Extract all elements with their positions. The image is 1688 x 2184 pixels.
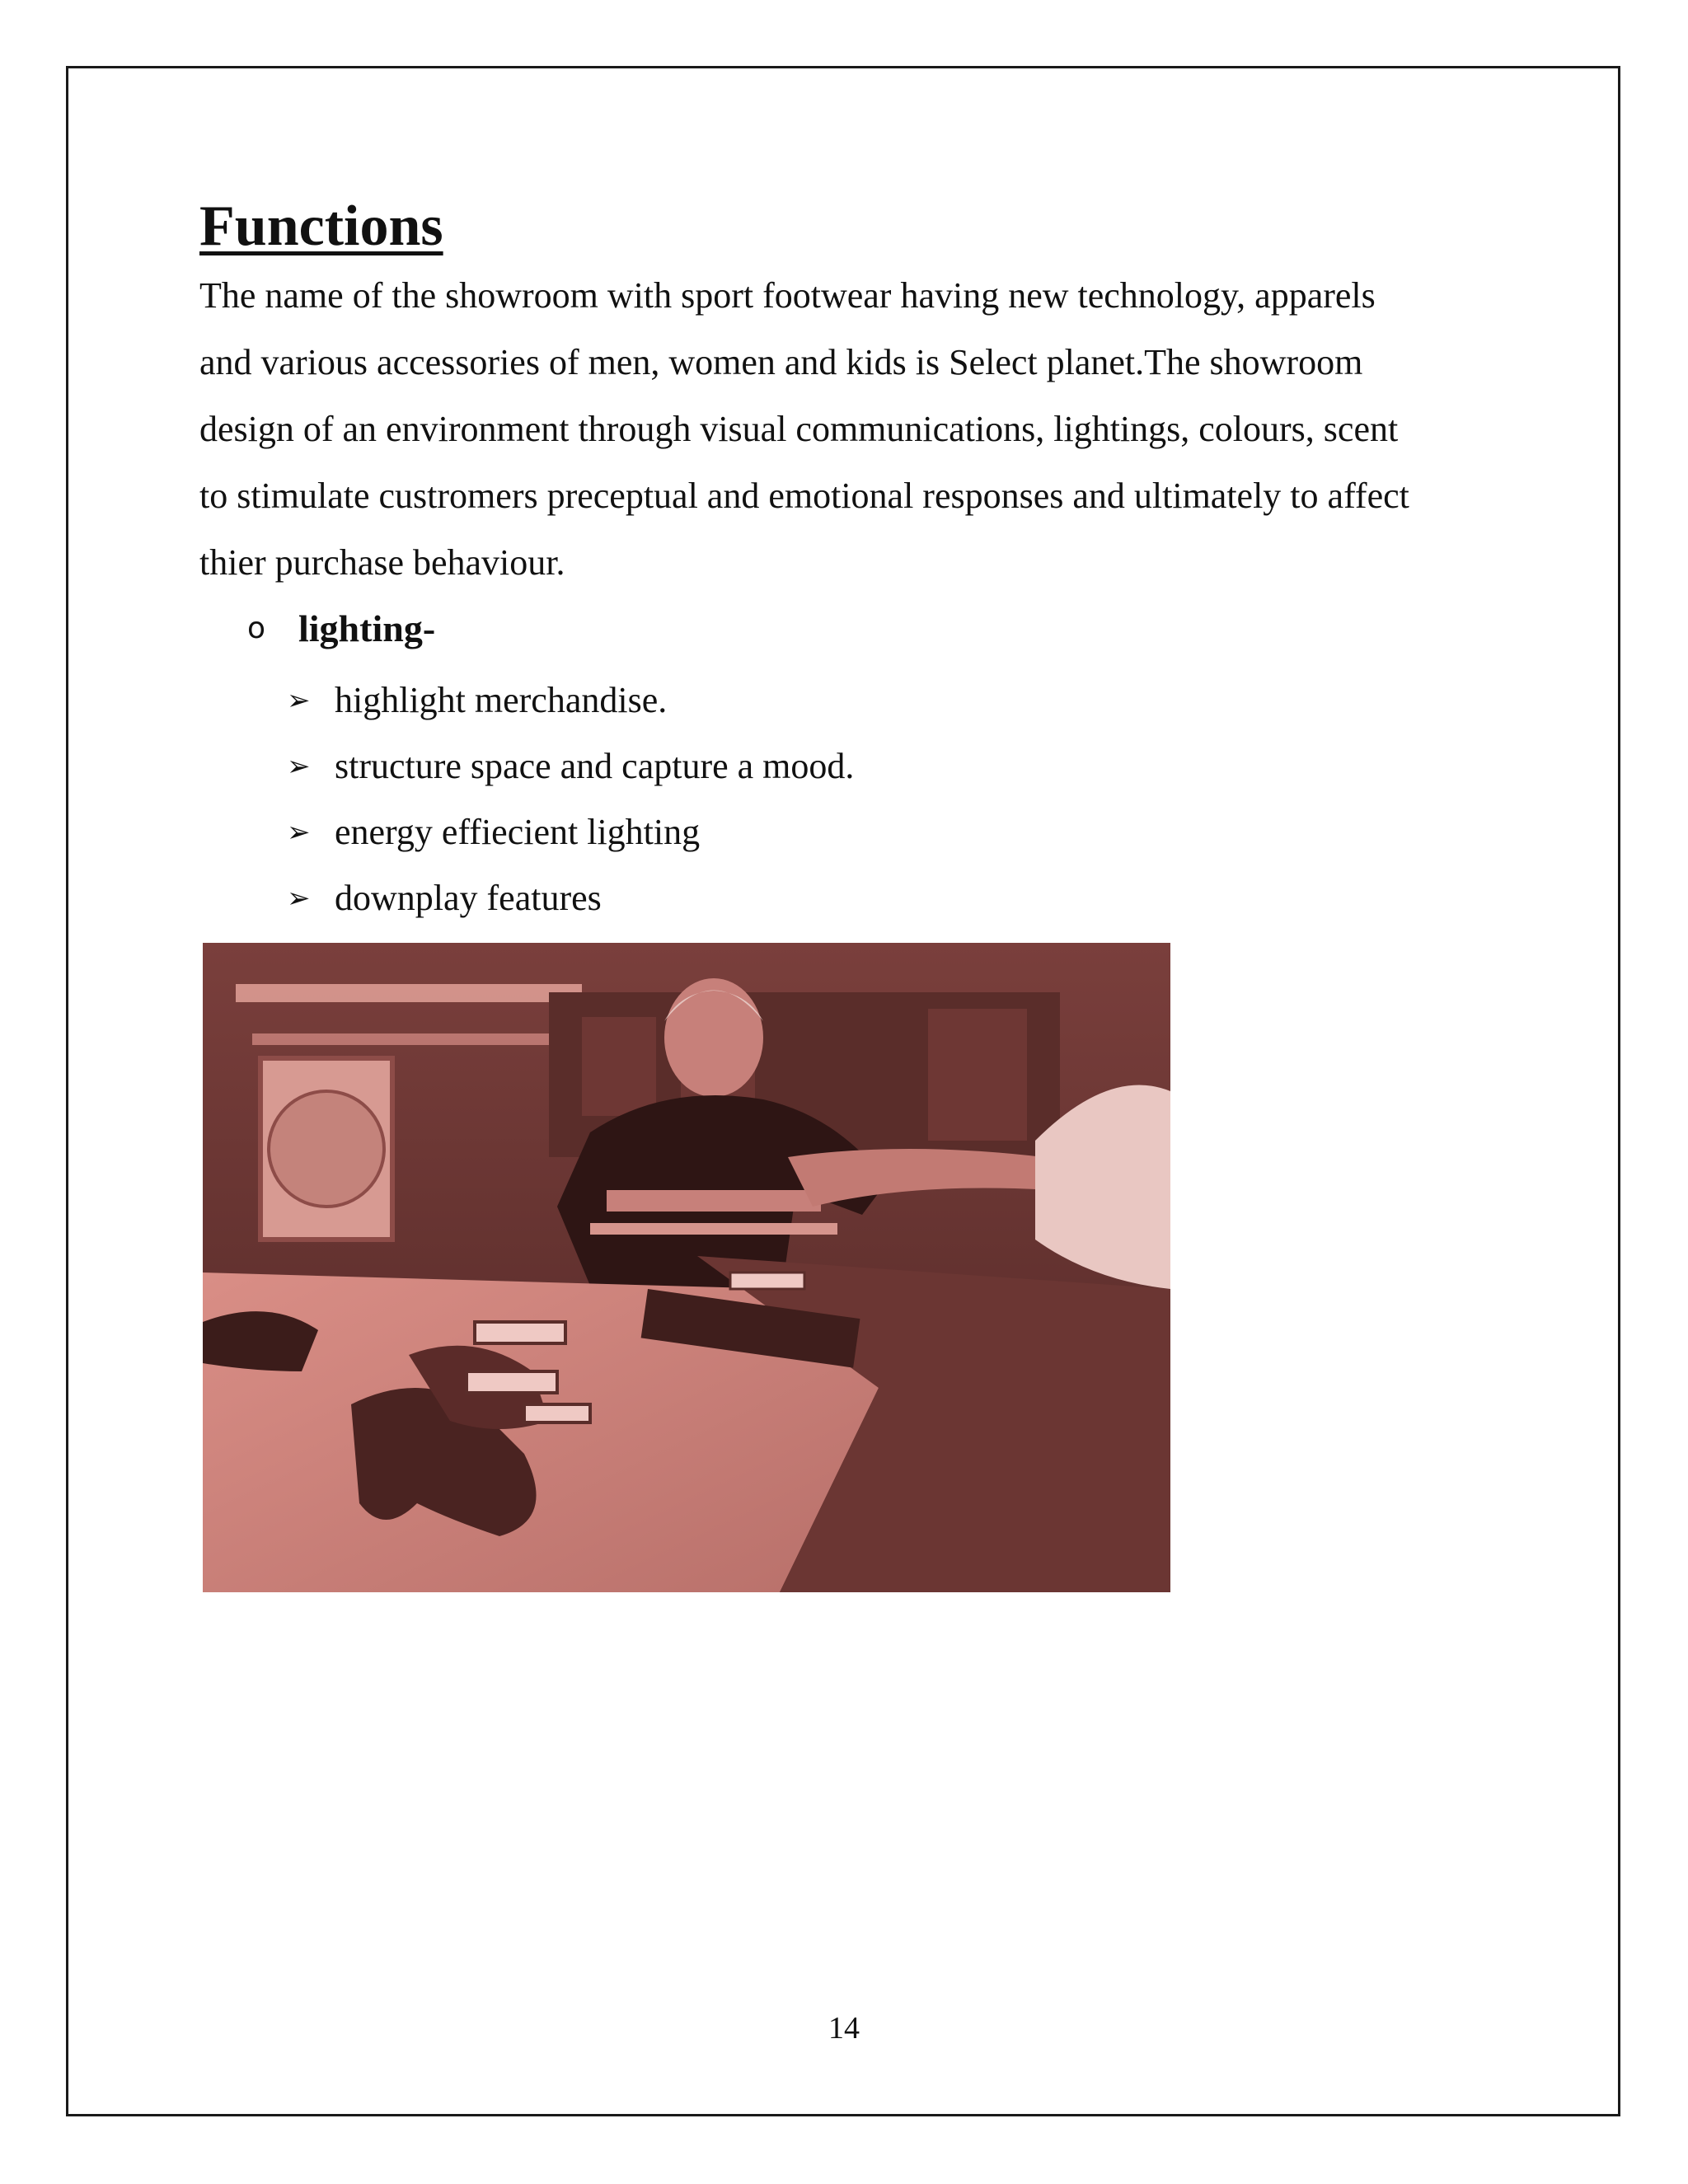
page-number: 14: [828, 2011, 860, 2046]
bullet-list: [287, 668, 854, 931]
list-item: [287, 865, 854, 931]
list-item: [287, 799, 854, 865]
list-item-text: highlight merchandise.: [335, 680, 668, 720]
section-heading: Functions: [199, 194, 443, 258]
subsection-lighting: [247, 600, 435, 658]
circle-bullet-icon: o: [247, 612, 266, 645]
list-item: [287, 668, 854, 733]
body-line: The name of the showroom with sport footwear having new technology, apparels: [199, 275, 1376, 316]
body-line: thier purchase behaviour.: [199, 542, 565, 583]
arrow-bullet-icon: ➢: [287, 816, 311, 849]
arrow-bullet-icon: ➢: [287, 684, 311, 717]
arrow-bullet-icon: ➢: [287, 882, 311, 915]
list-item-text: downplay features: [335, 878, 602, 918]
arrow-bullet-icon: ➢: [287, 750, 311, 783]
body-line: to stimulate custromers preceptual and emotional responses and ultimately to affect: [199, 476, 1409, 516]
subsection-label: lighting-: [298, 607, 436, 649]
photo-workshop-image: [203, 943, 1170, 1592]
list-item: [287, 733, 854, 799]
body-line: design of an environment through visual communications, lightings, colours, scent: [199, 409, 1399, 449]
body-paragraph: [199, 262, 1535, 596]
list-item-text: energy effiecient lighting: [335, 812, 701, 852]
list-item-text: structure space and capture a mood.: [335, 746, 855, 786]
workshop-photo: [203, 943, 1170, 1592]
body-line: and various accessories of men, women and kids is Select planet.The showroom: [199, 342, 1363, 382]
